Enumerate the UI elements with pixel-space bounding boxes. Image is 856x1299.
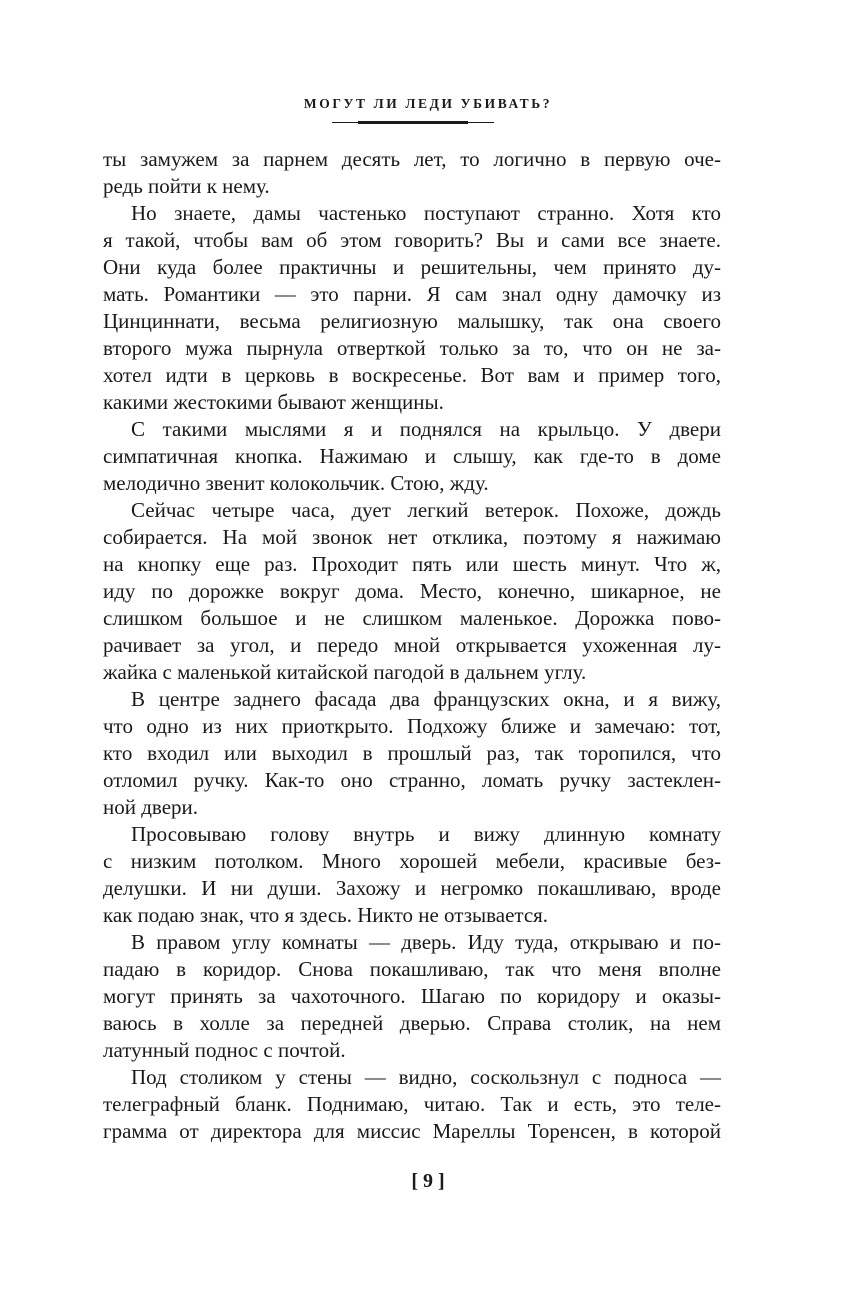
page-number: [ 9 ]	[411, 1170, 445, 1192]
header-rule-accent	[358, 121, 468, 124]
text-line: Но знаете, дамы частенько поступают странно. Хотя кто	[131, 201, 721, 225]
text-line: мать. Романтики — это парни. Я сам знал одну дамочку из	[103, 282, 721, 306]
text-line: жайка с маленькой китайской пагодой в дальнем углу.	[103, 660, 587, 684]
text-line: какими жестокими бывают женщины.	[103, 390, 444, 414]
text-line: хотел идти в церковь в воскресенье. Вот вам и пример того,	[103, 363, 721, 387]
text-line: редь пойти к нему.	[103, 174, 270, 198]
text-line: В правом углу комнаты — дверь. Иду туда, открываю и по-	[131, 930, 721, 954]
text-line: иду по дорожке вокруг дома. Место, конечно, шикарное, не	[103, 579, 721, 603]
text-line: собирается. На мой звонок нет отклика, поэтому я нажимаю	[103, 525, 721, 549]
text-line: Цинциннати, весьма религиозную малышку, так она своего	[103, 309, 721, 333]
text-line: я такой, чтобы вам об этом говорить? Вы и сами все знаете.	[103, 228, 721, 252]
text-line: ваюсь в холле за передней дверью. Справа столик, на нем	[103, 1011, 721, 1035]
text-line: латунный поднос с почтой.	[103, 1038, 346, 1062]
text-line: В центре заднего фасада два французских окна, и я вижу,	[131, 687, 721, 711]
text-line: грамма от директора для миссис Мареллы Торенсен, в которой	[103, 1119, 721, 1143]
body-text	[103, 146, 721, 1145]
running-title: МОГУТ ЛИ ЛЕДИ УБИВАТЬ?	[303, 96, 553, 111]
text-line: с низким потолком. Много хорошей мебели, красивые без-	[103, 849, 721, 873]
text-line: на кнопку еще раз. Проходит пять или шесть минут. Что ж,	[103, 552, 721, 576]
text-line: симпатичная кнопка. Нажимаю и слышу, как где-то в доме	[103, 444, 721, 468]
text-line: мелодично звенит колокольчик. Стою, жду.	[103, 471, 489, 495]
text-line: второго мужа пырнула отверткой только за то, что он не за-	[103, 336, 721, 360]
text-line: как подаю знак, что я здесь. Никто не отзывается.	[103, 903, 549, 927]
text-line: слишком большое и не слишком маленькое. Дорожка пово-	[103, 606, 721, 630]
text-line: Сейчас четыре часа, дует легкий ветерок. Похоже, дождь	[131, 498, 721, 522]
text-line: Просовываю голову внутрь и вижу длинную комнату	[131, 822, 721, 846]
text-line: Они куда более практичны и решительны, чем принято ду-	[103, 255, 721, 279]
text-line: могут принять за чахоточного. Шагаю по коридору и оказы-	[103, 984, 721, 1008]
text-line: что одно из них приоткрыто. Подхожу ближе и замечаю: тот,	[103, 714, 721, 738]
text-line: С такими мыслями я и поднялся на крыльцо. У двери	[131, 417, 721, 441]
text-line: рачивает за угол, и передо мной открывается ухоженная лу-	[103, 633, 721, 657]
text-line: телеграфный бланк. Поднимаю, читаю. Так и есть, это теле-	[103, 1092, 721, 1116]
text-line: Под столиком у стены — видно, соскользнул с подноса —	[131, 1065, 721, 1089]
text-line: ной двери.	[103, 795, 199, 819]
text-line: кто входил или выходил в прошлый раз, так торопился, что	[103, 741, 721, 765]
text-line: ты замужем за парнем десять лет, то логично в первую оче-	[103, 147, 721, 171]
text-line: падаю в коридор. Снова покашливаю, так что меня вполне	[103, 957, 721, 981]
text-line: отломил ручку. Как-то оно странно, ломать ручку застеклен-	[103, 768, 721, 792]
text-line: делушки. И ни души. Захожу и негромко покашливаю, вроде	[103, 876, 721, 900]
